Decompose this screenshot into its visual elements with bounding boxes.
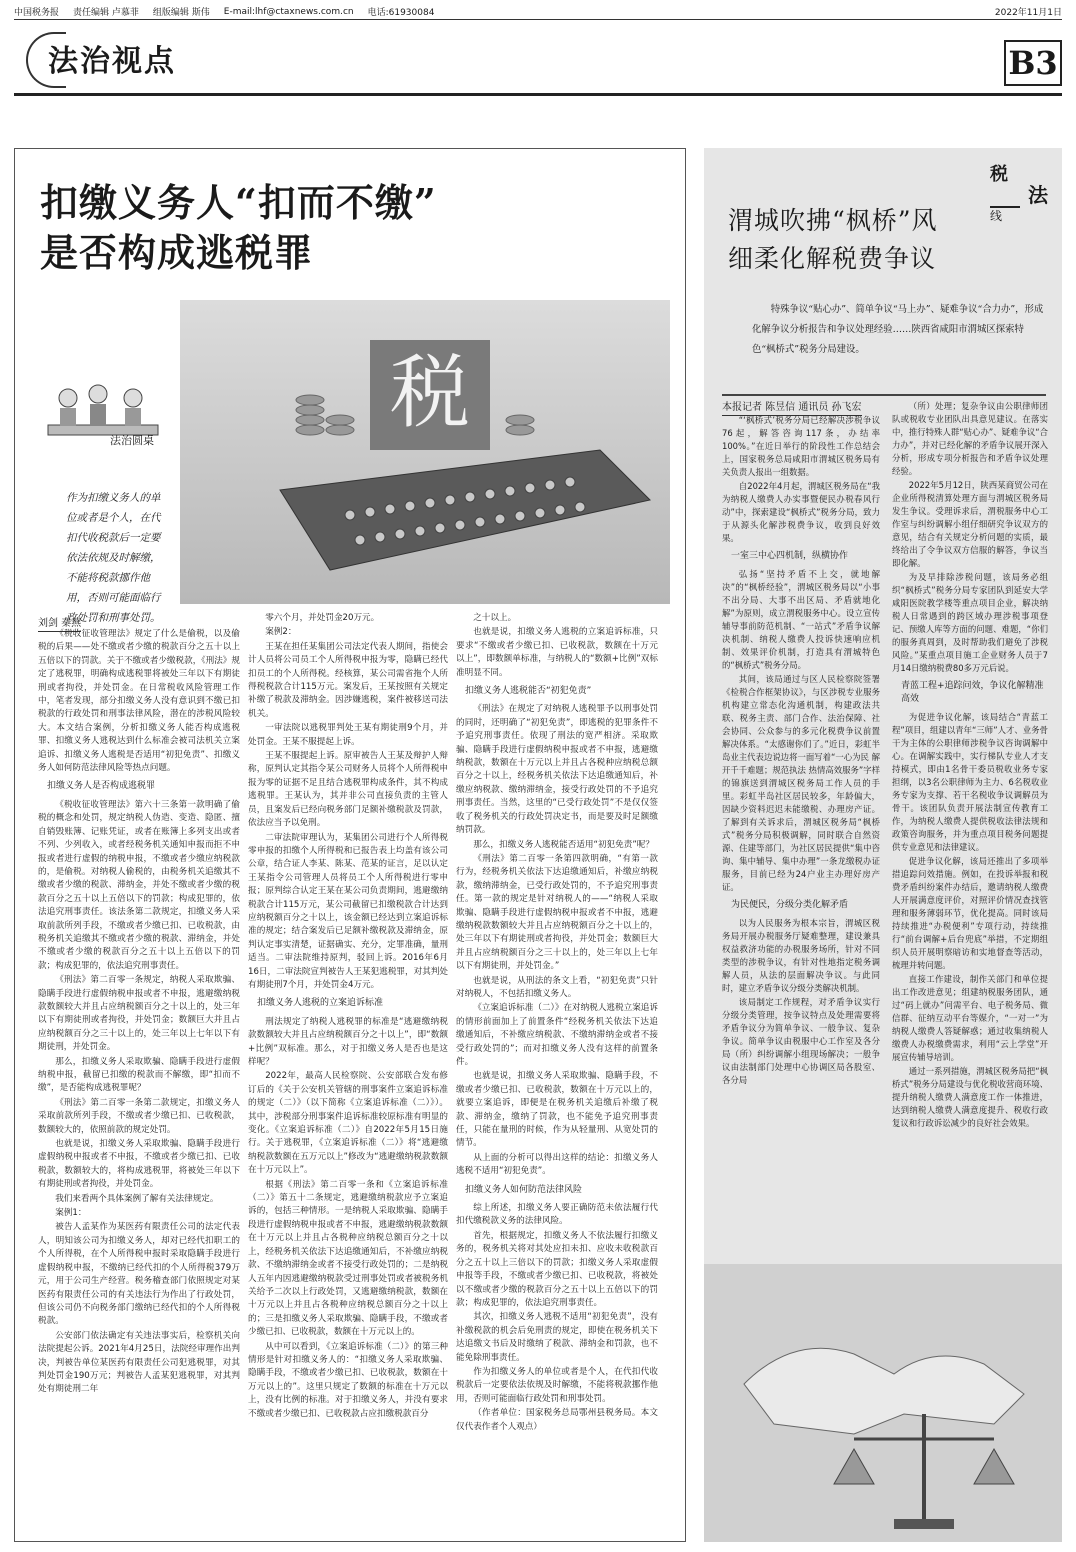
paragraph: 之十以上。 [473,613,517,623]
main-headline-line-1: 扣缴义务人“扣而不缴” [40,180,437,225]
main-headline-line-2: 是否构成逃税罪 [40,230,314,275]
paragraph: 该局制定工作规程，对矛盾争议实行分级分类管理，按争议特点及处理需要将矛盾争议分为简单争议、一般争议、复杂争议。简单争议由税服中心工作室及各分局（所）纠纷调解小组现场解决；一般争议由法制部门处理中心协调区局各股室、各分局 [722,997,880,1085]
paragraph: 《税收征收管理法》第六十三条第一款明确了偷税的概念和处罚，规定纳税人伪造、变造、隐匿、擅自销毁账簿、记账凭证，或者在账簿上多列支出或者不列、少列收入，或者经税务机关通知申报而拒不申报或者进行虚假的纳税申报，不缴或者少缴应纳税款的，是偷税。对纳税人偷税的，由税务机关追缴其不缴或者少缴的税款、滞纳金，并处不缴或者少缴的税款百分之五十以上五倍以下的罚款；构成犯罪的，依法追究刑事责任。该法条第二款规定，扣缴义务人采取前款所列手段，不缴或者少缴已扣、已收税款，由税务机关追缴其不缴或者少缴的税款、滞纳金，并处不缴或者少缴的税款百分之五十以上五倍以下的罚款；构成犯罪的，依法追究刑事责任。 [38,799,240,971]
paragraph: 《刑法》第二百零一条规定，纳税人采取欺骗、隐瞒手段进行虚假纳税申报或者不申报，逃避缴纳税款数额较大并且占应纳税额百分之十以上的，处三年以下有期徒刑或者拘役，并处罚金；数额巨大并且占应纳税额百分之三十以上的，处三年以上七年以下有期徒刑，并处罚金。 [38,975,240,1053]
paragraph: 其次，扣缴义务人逃税不适用“初犯免责”，没有补缴税款的机会后免刑责的规定，即使在税务机关下达追缴文书后及时缴纳了税款、滞纳金和罚款，也不能免除刑事责任。 [456,1312,658,1363]
paragraph: 2022年5月12日，陕西某商贸公司在企业所得税清算处理方面与渭城区税务局发生争议。受理诉求后，渭税服务中心工作室与纠纷调解小组仔细研究争议双方的意见，结合有关规定分析问题的实质，最终给出了令争议双方信服的解答，争议当即化解。 [892,480,1048,568]
paragraph: 《税收征收管理法》规定了什么是偷税，以及偷税的后果——处不缴或者少缴的税款百分之五十以上五倍以下的罚款。关于不缴或者少缴税款，《刑法》规定了逃税罪，明确构成逃税罪将被处三年以下有期徒刑或者拘役，并处罚金。在日常税收风险管理工作中，笔者发现，部分扣缴义务人没有意识到不缴已扣税款的行政处罚和刑事法律风险，潜在的涉税风险较大。本文结合案例，分析扣缴义务人能否构成逃税罪、扣缴义务人逃税达到什么标准会被司法机关立案追诉、扣缴义务人逃税是否适用“初犯免责”、扣缴义务人如何防范法律风险等热点问题。 [38,629,240,774]
email: E-mail:lhf@ctaxnews.com.cn [223,6,354,17]
paragraph: 王某不服提起上诉。原审被告人王某及辩护人辩称，原判认定其指令某公司财务人员将个人所得税申报为零的证据不足且结合逃税罪构成条件，其不构成逃税罪。王某认为，其并非公司直接负责的主管人员，且案发后已经向税务部门足额补缴税款及罚款，依法应当予以免刑。 [248,751,448,829]
header-bar [14,4,1062,20]
paragraph: 案例1： [55,1208,87,1219]
paragraph: 《刑法》第二百零一条第四款明确，“有第一款行为，经税务机关依法下达追缴通知后，补缴应纳税款，缴纳滞纳金，已受行政处罚的，不予追究刑事责任。第一款的规定是针对纳税人的——“纳税人采取欺骗、隐瞒手段进行虚假纳税申报或者不申报，逃避缴纳税款数额较大并且占应纳税额百分之十以上的，处三年以下有期徒刑或者拘役，并处罚金；数额巨大并且占应纳税额百分之三十以上的，处三年以上七年以下有期徒刑，并处罚金。” [456,853,658,972]
paragraph: 根据《刑法》第二百零一条和《立案追诉标准（二）》第五十二条规定，逃避缴纳税款应予立案追诉的，包括三种情形。一是纳税人采取欺骗、隐瞒手段进行虚假纳税申报或者不申报，逃避缴纳税款数额在十万元以上并且占各税种应纳税总额百分之十以上，经税务机关依法下达追缴通知后，不补缴应纳税款、不缴纳滞纳金或者不接受行政处罚的；二是纳税人五年内因逃避缴纳税款受过刑事处罚或者被税务机关给予二次以上行政处罚，又逃避缴纳税款，数额在十万元以上并且占各税种应纳税总额百分之十以上的；三是扣缴义务人采取欺骗、隐瞒手段，不缴或者少缴已扣、已收税款，数额在十万元以上的。 [248,1179,448,1338]
layout-editor: 组版编辑 斯伟 [152,8,210,18]
section-title: 法治视点 [48,44,176,79]
paragraph: 也就是说，扣缴义务人采取欺骗、隐瞒手段，不缴或者少缴已扣、已收税款，数额在十万元以上的，就要立案追诉，即便是在税务机关追缴后补缴了税款、滞纳金，缴纳了罚款，也不能免予追究刑事责任，只能在量刑的时候，作为从轻量刑、从宽处罚的情节。 [456,1071,658,1149]
paragraph: 也就是说，扣缴义务人采取欺骗、隐瞒手段进行虚假纳税申报或者不申报，不缴或者少缴已扣、已收税款，数额较大的，将构成逃税罪，将被处三年以下有期徒刑或者拘役，并处罚金。 [38,1139,240,1190]
logo-text-bottom: 线 [990,206,1020,224]
tax-character: 税 [390,346,470,439]
paragraph: 零六个月，并处罚金20万元。 [265,613,380,623]
paragraph: 首先，根据规定，扣缴义务人不依法履行扣缴义务的，税务机关将对其处应扣未扣、应收未收税款百分之五十以上三倍以下的罚款；扣缴义务人采取虚假申报等手段，不缴或者少缴已扣、已收税款，将被处以不缴或者少缴的税款百分之五十以上五倍以下的罚款；构成犯罪的，依法追究刑事责任。 [456,1230,658,1308]
paragraph: 综上所述，扣缴义务人要正确防范未依法履行代扣代缴税款义务的法律风险。 [456,1203,658,1227]
subheading: 扣缴义务人逃税的立案追诉标准 [257,998,384,1009]
side-headline-line-2: 细柔化解税费争议 [728,244,937,273]
main-lede: 作为扣缴义务人的单位或者是个人，在代扣代收税款后一定要依法依规及时解缴，不能将税款挪作他用，否则可能面临行政处罚和刑事处罚。 [66,492,161,624]
paragraph: （作者单位：国家税务总局鄂州县税务局。本文仅代表作者个人观点） [456,1408,658,1432]
paragraph: 一审法院以逃税罪判处王某有期徒刑9个月，并处罚金。王某不服提起上诉。 [248,723,448,747]
paper-name: 中国税务报 [14,8,60,18]
handshake-justice-photo [704,1264,1062,1542]
paragraph: 刑法规定了纳税人逃税罪的标准是“逃避缴纳税款数额较大并且占应纳税额百分之十以上”，即“数额+比例”双标准。那么，对于扣缴义务人是否也是这样呢？ [248,1016,448,1067]
abacus-illustration-icon [180,300,670,604]
paragraph: 直接工作建设，制作关部门和单位提出工作改进意见；组建纳税服务团队，通过“码上就办”问需平台、电子税务局、微信群、征纳互动平台等媒介，“一对一”为纳税人缴费人答疑解惑；通过收集纳税人缴费人办税缴费需求，利用“云上学堂”开展宣传辅导培训。 [892,974,1048,1062]
phone: 电话:61930084 [367,8,435,18]
paragraph: 那么，扣缴义务人逃税能否适用“初犯免责”呢？ [473,839,654,850]
paragraph: 《刑法》在规定了对纳税人逃税罪予以刑事处罚的同时，还明确了“初犯免责”，即逃税的犯罪条件不予追究刑事责任。依现了刑法的宽严相济。采取欺骗、隐瞒手段进行虚假纳税申报或者不申报，逃避缴纳税款，数额在十万元以上并且占各税种应纳税总额百分之十以上，经税务机关依法下达追缴通知后，补缴应纳税款、缴纳滞纳金，接受行政处罚的不予追究刑事责任。当然，这里的“已受行政处罚”不是仅仅签收了税务机关的行政处罚决定书，而是要及时足额缴纳罚款。 [456,704,658,836]
paragraph: 促进争议化解，该局还推出了多项举措追踪问效措施。例如，在投诉举报和税费矛盾纠纷案件办结后，邀请纳税人缴费人开展满意度评价，对照评价情况查找管理和服务薄弱环节，优化提高。同时该局持续推进“办税便利”专项行动，持续推行“前台调解+后台兜底”举措，不定期组织人员开展明察暗访和实地督查等活动，梳理并转问题。 [892,856,1048,970]
paragraph: 《刑法》第二百零一条第二款规定，扣缴义务人采取前款所列手段，不缴或者少缴已扣、已收税款，数额较大的，依照前款的规定处罚。 [38,1097,240,1135]
paragraph: 弘扬“坚持矛盾不上交，就地解决”的“枫桥经验”，渭城区税务局以“小事不出分局、大事不出区局、矛盾就地化解”为原则，成立渭税服务中心。设立宣传辅导事前防范机制、“一站式”矛盾争议解决机制、纳税人缴费人投诉快速响应机制、效果评价机制，打造具有渭城特色的“枫桥式”税务分局。 [722,569,880,670]
subheading: 扣缴义务人逃税能否“初犯免责” [465,686,592,697]
side-headline-line-1: 渭城吹拂“枫桥”风 [728,206,938,235]
main-headline [40,178,437,278]
paragraph: 通过一系列措施，渭城区税务局把“枫桥式”税务分局建设与优化税收营商环境、提升纳税人缴费人满意度工作一体推进，达到纳税人缴费人满意度提升、税收行政复议和行政诉讼减少的良好社会效果。 [892,1066,1048,1128]
paragraph: 为及早排除涉税问题，该局务必组织“枫桥式”税务分局专家团队到延安大学咸阳医院教学楼等重点项目企业，解决纳税人日常遇到的跨区域办理涉税事项登记、预缴人库等方面的问题、难题，“你们的服务真周到，及时帮助我们避免了涉税风险。”某重点项目施工企业财务人员于7月14日缴纳税费80多万元后说。 [892,572,1048,673]
paragraph: 公安部门依法确定有关违法事实后，检察机关向法院提起公诉。2021年4月25日，法院经审理作出判决，判被告单位某医药有限责任公司犯逃税罪，对其判处罚金190万元；判被告人孟某犯逃税罪，对其判处有期徒刑二年 [38,1330,240,1395]
side-headline [728,202,938,278]
subheading: 扣缴义务人是否构成逃税罪 [47,781,156,792]
paragraph: 从中可以看到，《立案追诉标准（二）》的第三种情形是针对扣缴义务人的：“扣缴义务人采取欺骗、隐瞒手段，不缴或者少缴已扣、已收税款，数额在十万元以上的”。这里只规定了数额的标准在十万元以上，没有比例的标准。对于扣缴义务人，并没有要求不缴或者少缴已扣、已收税款占应扣缴税款百分 [248,1341,448,1419]
section-header [14,26,1062,96]
logo-text-top: 税 [990,164,1008,185]
paragraph: “‘枫桥式’税务分局已经解决涉税争议76起，解答咨询117条，办结率100%。”在近日举行的阶段性工作总结会上，国家税务总局咸阳市渭城区税务局有关负责人报出一组数据。 [722,415,880,477]
paragraph: 我们来看两个具体案例了解有关法律规定。 [55,1193,219,1204]
paragraph: （所）处理；复杂争议由公职律师团队或税收专业团队出具意见建议。在落实中，推行特殊人群“贴心办”、疑难争议“合力办”，并对已经化解的矛盾争议展开深入分析，形成专项分析报告和矛盾争议处理经验。 [892,401,1048,476]
paragraph: 王某在担任某集团公司法定代表人期间，指使会计人员将公司员工个人所得税申报为零，隐瞒已经代扣员工的个人所得税。经核算，某公司需省拖个人所得税税款合计115万元。案发后，王某按照有关规定补缴了税款及滞纳金。因涉嫌逃税，案件被移送司法机关。 [248,641,448,719]
paragraph: 也就是说，从刑法的条文上看，“初犯免责”只针对纳税人，不包括扣缴义务人。 [456,975,658,999]
subheading: 扣缴义务人如何防范法律风险 [465,1184,583,1195]
page-number: B3 [1004,40,1062,86]
paragraph: 被告人孟某作为某医药有限责任公司的法定代表人，明知该公司为扣缴义务人，却对已经代扣职工的个人所得税，在个人所得税申报时采取隐瞒手段进行虚假纳税申报，不缴纳已经代扣的个人所得税379万元，用于公司生产经营。税务稽查部门依照规定对某医药有限责任公司的有关违法行为作出了行政处罚，但该公司仍不向税务部门缴纳已经代扣的个人所得税税款。 [38,1222,240,1327]
paragraph: 那么，扣缴义务人采取欺骗、隐瞒手段进行虚假纳税申报，截留已扣缴的税款而不解缴，即“扣而不缴”，是否能构成逃税罪呢？ [38,1056,240,1094]
cartoon-caption: 法治圆桌 [110,434,154,447]
main-column-2 [248,612,448,1532]
paragraph: 也就是说，扣缴义务人逃税的立案追诉标准，只要求“不缴或者少缴已扣、已收税款，数额在十万元以上”，即数额单标准，与纳税人的“数额+比例”双标准明显不同。 [456,627,658,678]
editor: 责任编辑 卢慕菲 [73,8,139,18]
paragraph: 以为人民服务为根本宗旨，渭城区税务局开展办税服务厅疑难整理，建设兼具权益救济功能的办税服务场所，针对不同类型的涉税争议，有针对性地指定税务调解人员，从法的层面解决争议。与此同时，建立矛盾争议分级分类解决机制。 [722,918,880,993]
paragraph: 自2022年4月起，渭城区税务局在“我为纳税人缴费人办实事暨便民办税春风行动”中，探索建设“枫桥式”税务分局，致力于从源头化解涉税费争议，收到良好效果。 [722,481,880,543]
paragraph: 为促进争议化解，该局结合“青蓝工程”项目，组建以青年“三师”人才、业务骨干为主体的公职律师涉税争议咨询调解中心。在调解实践中，实行梯队专业人才支持模式，即由1名骨干委员税收业务专家担纲，以3名公职律师为主力、6名税收业务专家为支撑、若干名税收争议调解员为骨干。该团队负责开展法制宣传教育工作，为纳税人缴费人提供税收法律法规和政策咨询服务，并为重点项目税务问题提供专业意见和法律建议。 [892,712,1048,852]
main-column-1 [38,628,240,1532]
tax-law-column-logo [990,166,1048,228]
side-lede: 特殊争议“贴心办”、简单争议“马上办”、疑难争议“合力办”，形成化解争议分析报告和争议处理经验……陕西省咸阳市渭城区探索特色“枫桥式”税务分局建设。 [752,304,1044,355]
side-byline: 本报记者 陈昱信 通讯员 孙飞宏 [722,398,862,416]
issue-date: 2022年11月1日 [994,8,1062,18]
subheading: 青蓝工程+追踪问效，争议化解精准高效 [901,681,1044,704]
side-divider [722,394,1046,396]
paragraph: 其间，该局通过与区人民检察院签署《检税合作框架协议》，与区涉税专业服务机构建立常态化沟通机制，构建政法共联、税务主责、部门合作、法治保障、社会协同、公众参与的多元化税费争议前置解决体系。“太感谢你们了。”近日，彩虹半岛业主代表边说边将一面写着“一心为民 解开千千难题；规范执法 热情高效服务”字样的锦旗送到渭城区税务局工作人员的手里。彩虹半岛社区居民较多，年龄偏大，因缺少资料迟迟未能缴税、办理房产证。了解到有关诉求后，渭城区税务局“枫桥式”税务分局积极调解，同时联合自然资源、住建等部门，为社区居民提供“集中咨询、集中辅导、集中办理”一条龙缴税办证服务，目前已经为24户业主办理好房产证。 [722,674,880,892]
paragraph: 从上面的分析可以得出这样的结论：扣缴义务人逃税不适用“初犯免责”。 [456,1152,658,1177]
paragraph: 《立案追诉标准（二）》在对纳税人逃税立案追诉的情形前面加上了前置条件“经税务机关依法下达追缴通知后，不补缴应纳税款、不缴纳滞纳金或者不接受行政处罚的”；而对扣缴义务人没有这样的前置条件。 [456,1003,658,1067]
paragraph: 2022年，最高人民检察院、公安部联合发布修订后的《关于公安机关管辖的刑事案件立案追诉标准的规定（二）》（以下简称《立案追诉标准（二）》）。其中，涉税部分刑事案件追诉标准较原标准有明显的变化。《立案追诉标准（二）》自2022年5月15日施行。关于逃税罪，《立案追诉标准（二）》将“逃避缴纳税款数额在五万元以上”修改为“逃避缴纳税款数额在十万元以上”。 [248,1071,448,1176]
side-column-2 [892,400,1048,1260]
paragraph: 作为扣缴义务人的单位或者是个人，在代扣代收税款后一定要依法依规及时解缴，不能将税款挪作他用，否则可能面临行政处罚和刑事处罚。 [456,1366,658,1404]
main-byline: 刘剑 秦燕 [38,614,81,632]
main-column-3 [456,612,658,1532]
tax-abacus-photo [180,300,670,604]
logo-text-mid: 法 [1028,183,1048,207]
subheading: 为民便民，分级分类化解矛盾 [731,900,849,910]
paragraph: 二审法院审理认为，某集团公司进行个人所得税零申报的扣缴个人所得税和已报告表上均盖有该公司公章，结合证人李某、陈某、范某的证言，足以认定王某指令公司管理人员将员工个人所得税进行零申报；原判综合认定王某在某公司负责期间，逃避缴纳税款合计115万元，某公司截留已扣缴税款合计达到应纳税额百分之十以上，该金额已经达到立案追诉标准的规定；结合案发后已足额补缴税款及滞纳金，原判认定事实清楚，证据确实、充分，定罪准确，量刑适当。二审法院维持原判，驳回上诉。2016年6月16日，二审法院宣判被告人王某犯逃税罪，对其判处有期徒刑7个月，并处罚金4万元。 [248,832,448,990]
subheading: 一室三中心四机制，纵横协作 [731,551,849,561]
paragraph: 案例2： [265,627,297,638]
side-column-1 [722,414,880,1260]
